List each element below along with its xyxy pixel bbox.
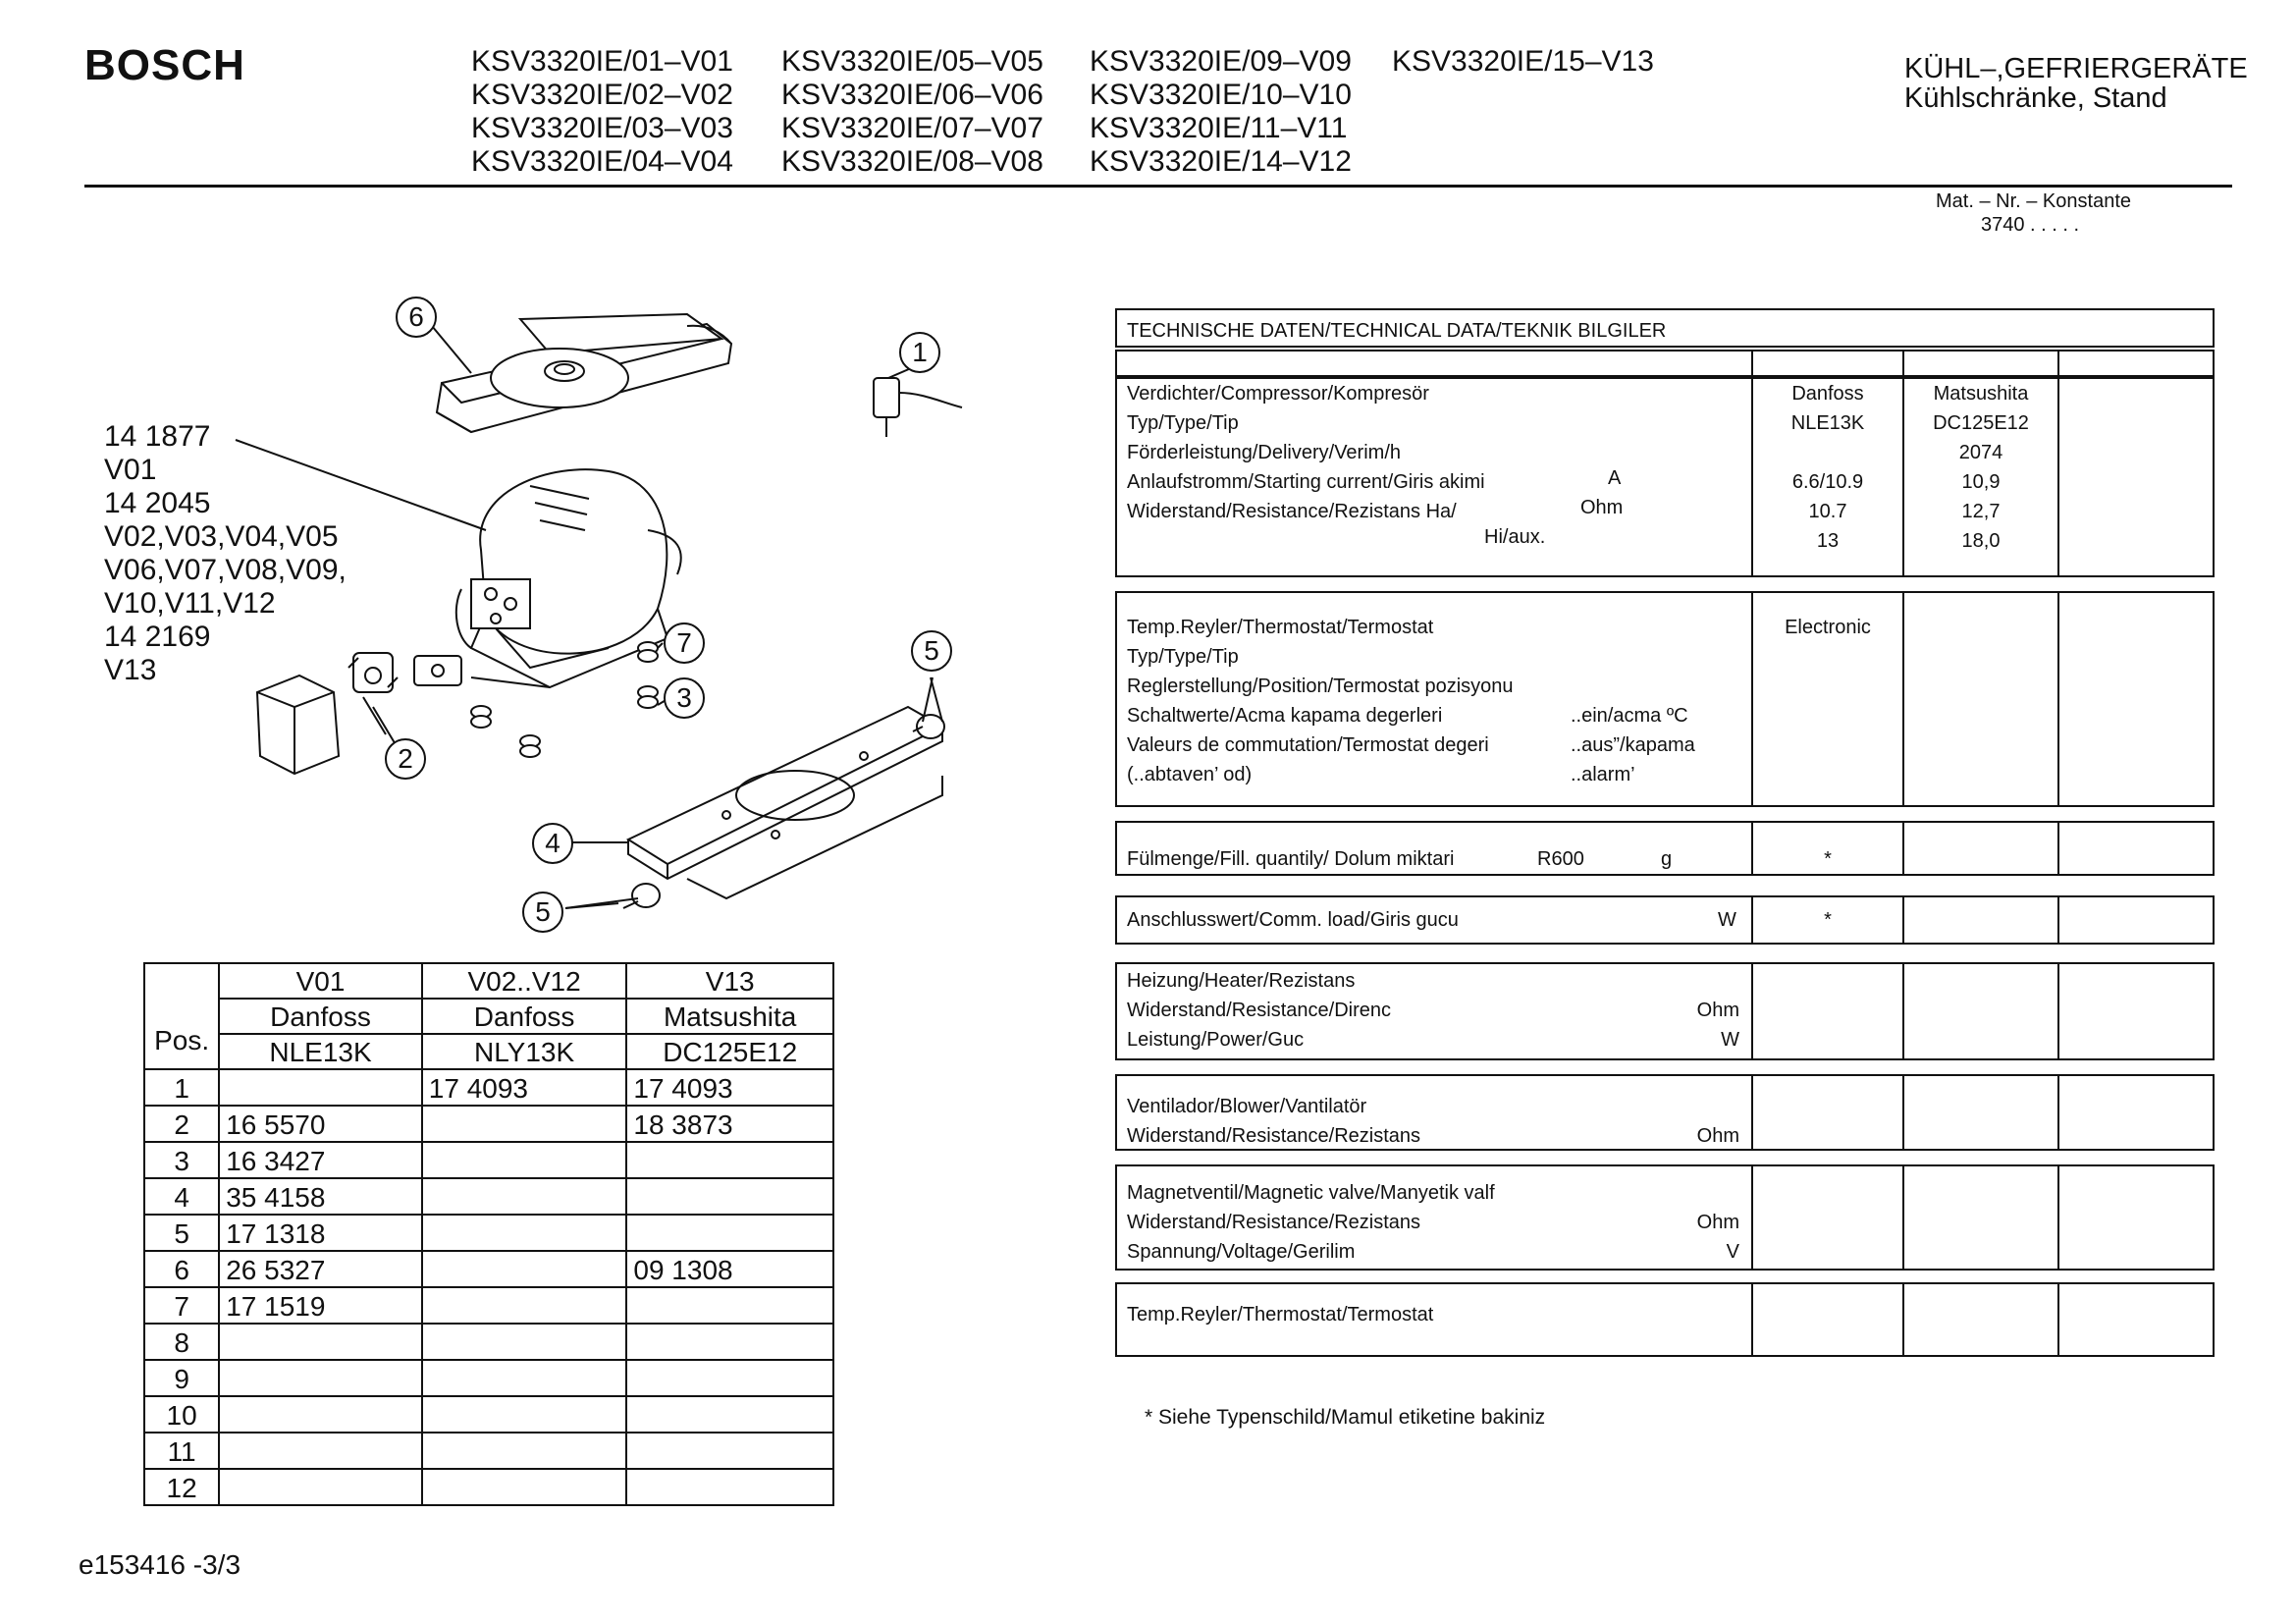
value: 10,9 (1961, 471, 2001, 493)
part-no: 16 5570 (219, 1106, 422, 1142)
tech-load-box (1115, 895, 2215, 945)
mat-label: Mat. – Nr. – Konstante (1936, 190, 2131, 212)
value: 10.7 (1808, 501, 1847, 522)
value: 2074 (1958, 442, 2003, 463)
danfoss-values (1753, 379, 1902, 556)
tech-thermostat-box (1115, 591, 2215, 807)
model-number: KSV3320IE/04–V04 (471, 145, 733, 178)
row-label: Typ/Type/Tip (1127, 646, 1239, 668)
part-no (422, 1396, 627, 1433)
row-pos: 3 (144, 1142, 219, 1178)
parts-table (143, 962, 834, 1506)
starting-relay-drawing (348, 653, 398, 692)
load-label: Anschlusswert/Comm. load/Giris gucu (1127, 909, 1459, 931)
variant-list: V06,V07,V08,V09, (104, 554, 347, 586)
column-maker: Danfoss (422, 999, 627, 1034)
part-no: 16 3427 (219, 1142, 422, 1178)
model-number: KSV3320IE/05–V05 (781, 45, 1043, 78)
unit-gram: g (1661, 848, 1673, 870)
model-number: KSV3320IE/01–V01 (471, 45, 733, 78)
part-number: 14 2169 (104, 621, 211, 653)
pos-header: Pos. (144, 963, 219, 1069)
table-row (144, 1106, 833, 1142)
part-no (422, 1142, 627, 1178)
row-label: (..abtaven’ od) (1127, 764, 1253, 785)
part-no (626, 1215, 833, 1251)
fill-value: * (1824, 848, 1832, 870)
row-pos: 10 (144, 1396, 219, 1433)
tech-thermostat2-box (1115, 1282, 2215, 1357)
exploded-parts-diagram (0, 0, 1080, 943)
part-no (219, 1469, 422, 1505)
row-label: Schaltwerte/Acma kapama degerleri (1127, 705, 1443, 727)
tech-compressor-box (1115, 377, 2215, 577)
unit: Ohm (1696, 1000, 1739, 1021)
valve-labels (1127, 1178, 1495, 1267)
callout-2: 2 (385, 738, 426, 780)
thermostat-labels (1127, 613, 1514, 789)
table-row (144, 1396, 833, 1433)
thermostat2-label: Temp.Reyler/Thermostat/Termostat (1127, 1304, 1434, 1325)
load-value: * (1824, 909, 1832, 931)
value: Danfoss (1791, 383, 1864, 405)
unit: Ohm (1696, 1212, 1739, 1233)
part-no (219, 1360, 422, 1396)
part-no (422, 1287, 627, 1324)
part-no (422, 1106, 627, 1142)
row-pos: 12 (144, 1469, 219, 1505)
row-pos: 4 (144, 1178, 219, 1215)
unit: W (1721, 1029, 1739, 1051)
row-pos: 9 (144, 1360, 219, 1396)
row-label: Typ/Type/Tip (1127, 412, 1239, 434)
blower-units (1681, 1092, 1739, 1151)
unit: V (1726, 1241, 1739, 1263)
aux-label: Hi/aux. (1484, 526, 1546, 548)
callout-3: 3 (664, 677, 705, 719)
table-row (144, 1433, 833, 1469)
blower-labels (1127, 1092, 1420, 1151)
model-number: KSV3320IE/08–V08 (781, 145, 1043, 178)
callout-5: 5 (911, 630, 952, 672)
mounting-bracket-drawing (628, 707, 942, 898)
part-no (219, 1396, 422, 1433)
capacitor-drawing (874, 378, 962, 437)
part-no (626, 1396, 833, 1433)
row-label: Valeurs de commutation/Termostat degeri (1127, 734, 1489, 756)
tech-title: TECHNISCHE DATEN/TECHNICAL DATA/TEKNIK BILGILER (1127, 320, 1667, 342)
tech-heater-box (1115, 962, 2215, 1060)
suffix: ..aus”/kapama (1571, 734, 1695, 756)
table-row (144, 1287, 833, 1324)
document-id: e153416 -3/3 (79, 1549, 241, 1580)
unit (1681, 966, 1739, 996)
model-number: KSV3320IE/03–V03 (471, 112, 733, 144)
variant-list: V01 (104, 454, 157, 486)
part-no (219, 1433, 422, 1469)
table-row (144, 1360, 833, 1396)
row-label: Leistung/Power/Guc (1127, 1029, 1305, 1051)
row-label: Widerstand/Resistance/Direnc (1127, 1000, 1391, 1021)
row-pos: 7 (144, 1287, 219, 1324)
table-row (144, 1178, 833, 1215)
column-variant: V13 (626, 963, 833, 999)
tech-header-stripe (1115, 350, 2215, 377)
part-no: 17 1519 (219, 1287, 422, 1324)
model-number: KSV3320IE/02–V02 (471, 79, 733, 111)
unit (1681, 1092, 1739, 1121)
model-number: KSV3320IE/07–V07 (781, 112, 1043, 144)
model-column-3 (1090, 45, 1352, 179)
part-no (422, 1324, 627, 1360)
row-pos: 2 (144, 1106, 219, 1142)
row-label: Förderleistung/Delivery/Verim/h (1127, 442, 1401, 463)
part-no (219, 1069, 422, 1106)
row-label: Anlaufstromm/Starting current/Giris akimi (1127, 471, 1485, 493)
category-subtitle: Kühlschränke, Stand (1904, 82, 2167, 114)
tech-title-box (1115, 308, 2215, 348)
part-no: 35 4158 (219, 1178, 422, 1215)
value: 12,7 (1961, 501, 2001, 522)
part-no: 17 4093 (422, 1069, 627, 1106)
row-pos: 8 (144, 1324, 219, 1360)
variant-list: V10,V11,V12 (104, 587, 276, 620)
value: Matsushita (1933, 383, 2029, 405)
row-label: Spannung/Voltage/Gerilim (1127, 1241, 1356, 1263)
model-column-4 (1392, 45, 1654, 79)
valve-units (1681, 1178, 1739, 1267)
table-row (144, 1215, 833, 1251)
model-number: KSV3320IE/11–V11 (1090, 112, 1348, 144)
value: 13 (1816, 530, 1840, 552)
part-no (422, 1360, 627, 1396)
column-variant: V01 (219, 963, 422, 999)
value: NLE13K (1790, 412, 1865, 434)
compressor-labels (1127, 379, 1485, 526)
column-model: DC125E12 (626, 1034, 833, 1069)
thermostat-suffixes (1571, 701, 1695, 789)
part-no (422, 1433, 627, 1469)
part-no (626, 1433, 833, 1469)
callout-1: 1 (899, 332, 940, 373)
tech-blower-box (1115, 1074, 2215, 1151)
model-number: KSV3320IE/15–V13 (1392, 45, 1654, 78)
part-no (219, 1324, 422, 1360)
row-label: Ventilador/Blower/Vantilatör (1127, 1096, 1367, 1117)
part-no: 17 1318 (219, 1215, 422, 1251)
mat-value: 3740 . . . . . (1981, 214, 2080, 236)
column-maker: Danfoss (219, 999, 422, 1034)
table-row (144, 1324, 833, 1360)
column-maker: Matsushita (626, 999, 833, 1034)
callout-6: 6 (396, 297, 437, 338)
table-row (144, 1142, 833, 1178)
heater-units (1681, 966, 1739, 1055)
callout-4: 4 (532, 823, 573, 864)
part-no (422, 1215, 627, 1251)
table-row (144, 1469, 833, 1505)
matsushita-values (1904, 379, 2057, 556)
tech-valve-box (1115, 1164, 2215, 1271)
part-no (422, 1251, 627, 1287)
row-label: Widerstand/Resistance/Rezistans Ha/ (1127, 501, 1457, 522)
heater-labels (1127, 966, 1391, 1055)
column-variant: V02..V12 (422, 963, 627, 999)
row-label: Temp.Reyler/Thermostat/Termostat (1127, 617, 1434, 638)
footnote: * Siehe Typenschild/Mamul etiketine bakiniz (1145, 1406, 1546, 1429)
tech-fill-box (1115, 821, 2215, 876)
variant-list: V13 (104, 654, 157, 686)
part-no (422, 1469, 627, 1505)
variant-list: V02,V03,V04,V05 (104, 520, 339, 553)
callout-5b: 5 (522, 892, 563, 933)
relay-cover-drawing (257, 676, 339, 774)
part-no: 09 1308 (626, 1251, 833, 1287)
table-row (144, 1251, 833, 1287)
value: 18,0 (1961, 530, 2001, 552)
model-number: KSV3320IE/06–V06 (781, 79, 1043, 111)
column-model: NLE13K (219, 1034, 422, 1069)
unit-watt: W (1718, 909, 1736, 931)
suffix: ..ein/acma ºC (1571, 705, 1688, 727)
part-no: 17 4093 (626, 1069, 833, 1106)
unit-ohm: Ohm (1580, 497, 1624, 518)
unit (1681, 1178, 1739, 1208)
part-no: 18 3873 (626, 1106, 833, 1142)
brand-logo: BOSCH (84, 41, 245, 89)
row-label: Widerstand/Resistance/Rezistans (1127, 1125, 1421, 1147)
overload-protector-drawing (414, 656, 461, 685)
unit: Ohm (1696, 1125, 1739, 1147)
part-no (626, 1178, 833, 1215)
part-no (422, 1178, 627, 1215)
row-label: Reglerstellung/Position/Termostat pozisyonu (1127, 676, 1514, 697)
row-pos: 5 (144, 1215, 219, 1251)
part-number: 14 1877 (104, 420, 211, 453)
value: 6.6/10.9 (1791, 471, 1864, 493)
suffix: ..alarm’ (1571, 764, 1635, 785)
model-number: KSV3320IE/09–V09 (1090, 45, 1352, 78)
row-label: Heizung/Heater/Rezistans (1127, 970, 1356, 992)
row-pos: 11 (144, 1433, 219, 1469)
drip-tray-drawing (437, 314, 731, 432)
model-number: KSV3320IE/14–V12 (1090, 145, 1352, 178)
part-no (626, 1360, 833, 1396)
fill-label: Fülmenge/Fill. quantily/ Dolum miktari (1127, 848, 1455, 870)
part-no (626, 1287, 833, 1324)
callout-7: 7 (664, 622, 705, 664)
value (1753, 438, 1902, 467)
row-label: Magnetventil/Magnetic valve/Manyetik valf (1127, 1182, 1495, 1204)
row-label: Verdichter/Compressor/Kompresör (1127, 383, 1429, 405)
column-model: NLY13K (422, 1034, 627, 1069)
unit-ampere: A (1608, 467, 1622, 489)
part-no (626, 1324, 833, 1360)
row-label: Widerstand/Resistance/Rezistans (1127, 1212, 1421, 1233)
thermostat-type-value: Electronic (1785, 617, 1871, 638)
table-row (144, 1069, 833, 1106)
row-pos: 1 (144, 1069, 219, 1106)
row-pos: 6 (144, 1251, 219, 1287)
value: DC125E12 (1933, 412, 2029, 434)
part-number: 14 2045 (104, 487, 211, 519)
part-no (626, 1469, 833, 1505)
model-number: KSV3320IE/10–V10 (1090, 79, 1352, 111)
refrigerant: R600 (1537, 848, 1584, 870)
category-title: KÜHL–,GEFRIERGERÄTE (1904, 53, 2248, 84)
part-no: 26 5327 (219, 1251, 422, 1287)
part-no (626, 1142, 833, 1178)
